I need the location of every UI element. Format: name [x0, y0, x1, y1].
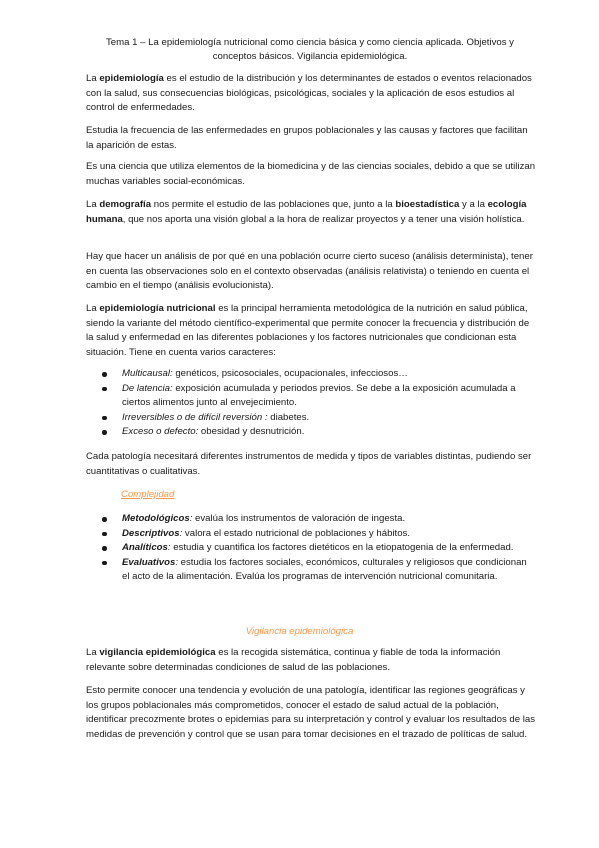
paragraph-epidemiologia: La epidemiología es el estudio de la distribución y los determinantes de estados o eventos relacionados con la salud, sus consecuencias biológicas, psicológicas, sociales y la aplicación de esos estudios al control de enfermedades.	[86, 73, 532, 114]
list-item: Multicausal: genéticos, psicosociales, ocupacionales, infecciosos…	[86, 367, 536, 382]
term-epidemiologia: epidemiología	[99, 73, 164, 84]
term-bioestadistica: bioestadística	[395, 199, 460, 210]
paragraph-demografia: La demografía nos permite el estudio de las poblaciones que, junto a la bioestadística y a la ecología humana, que nos aporta una visión global a la hora de realizar proyectos y a tener una visión holística.	[86, 199, 527, 225]
bullet-icon	[102, 416, 107, 421]
paragraph-epidemiologia-nutricional: La epidemiología nutricional es la principal herramienta metodológica de la nutrición en salud pública, siendo la variante del método científico-experimental que permite conocer la frecuencia y distribución de la salud y enfermedad en las diferentes poblaciones y los factores nutricionales que condicionan esta situación. Tiene en cuenta varios caracteres:	[86, 303, 530, 358]
list-item: Descriptivos: valora el estado nutricional de poblaciones y hábitos.	[86, 527, 536, 542]
paragraph-tendencia: Esto permite conocer una tendencia y evolución de una patología, identificar las regiones geográficas y los grupos poblacionales más comprometidos, conocer el estado de salud actual de la población, identificar precozmente brotes o epidemias para su interpretación y control y evaluar los resultados de las medidas de prevención y control que se usan para tomar decisiones en el trazado de políticas de salud.	[86, 685, 536, 740]
bullet-icon	[102, 430, 107, 435]
bullet-icon	[102, 532, 107, 537]
page-title	[80, 36, 540, 63]
bullet-icon	[102, 517, 107, 522]
characters-list	[86, 367, 536, 440]
paragraph-ciencia: Es una ciencia que utiliza elementos de la biomedicina y de las ciencias sociales, debido a que se utilizan muchas variables social-económicas.	[86, 161, 536, 187]
paragraph-analisis: Hay que hacer un análisis de por qué en una población ocurre cierto suceso (análisis determinista), tener en cuenta las observaciones solo en el contexto observadas (análisis relativista) o teniendo en cuenta el cambio en el tiempo (análisis evolucionista).	[86, 251, 533, 292]
complexity-list	[86, 512, 536, 585]
complejidad-heading: Complejidad	[121, 489, 175, 500]
bullet-icon	[102, 561, 107, 566]
list-item: Analíticos: estudia y cuantifica los factores dietéticos en la etiopatogenia de la enfermedad.	[86, 541, 536, 556]
bullet-icon	[102, 546, 107, 551]
term-ecologia-humana: ecología humana	[86, 199, 527, 225]
bullet-icon	[102, 372, 107, 377]
list-item: Evaluativos: estudia los factores sociales, económicos, culturales y religiosos que condicionan el acto de la alimentación. Evalúa los programas de intervención nutricional comunitaria.	[86, 556, 536, 585]
paragraph-vigilancia: La vigilancia epidemiológica es la recogida sistemática, continua y fiable de toda la información relevante sobre determinadas condiciones de salud de las poblaciones.	[86, 647, 501, 673]
title-line-2: conceptos básicos. Vigilancia epidemiológica.	[212, 50, 408, 62]
vigilancia-heading: Vigilancia epidemiológica	[245, 626, 354, 637]
paragraph-frecuencia: Estudia la frecuencia de las enfermedades en grupos poblacionales y las causas y factores que facilitan la aparición de estas.	[86, 125, 528, 151]
list-item: De latencia: exposición acumulada y periodos previos. Se debe a la exposición acumulada a ciertos alimentos junto al envejecimiento.	[86, 382, 536, 411]
term-epidemiologia-nutricional: epidemiología nutricional	[99, 303, 216, 314]
list-item: Metodológicos: evalúa los instrumentos de valoración de ingesta.	[86, 512, 536, 527]
paragraph-patologia: Cada patología necesitará diferentes instrumentos de medida y tipos de variables distintas, pudiendo ser cuantitativas o cualitativas.	[86, 451, 532, 477]
title-line-1: Tema 1 – La epidemiología nutricional como ciencia básica y como ciencia aplicada. Objetivos y	[106, 37, 514, 48]
list-item: Exceso o defecto: obesidad y desnutrición.	[86, 425, 536, 440]
bullet-icon	[102, 387, 107, 392]
term-vigilancia-epidemiologica: vigilancia epidemiológica	[99, 647, 216, 658]
term-demografia: demografía	[99, 199, 152, 210]
list-item: Irreversibles o de difícil reversión : diabetes.	[86, 411, 536, 426]
